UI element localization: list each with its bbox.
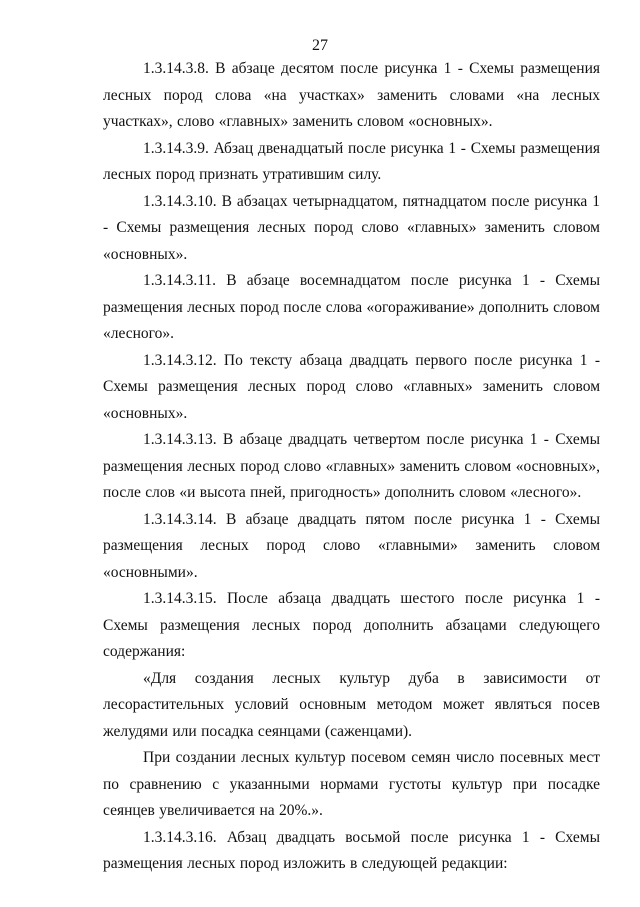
page-number: 27 xyxy=(312,37,328,54)
paragraph-1-3-14-3-9: 1.3.14.3.9. Абзац двенадцатый после рисунка 1 - Схемы размещения лесных пород признать утратившим силу. xyxy=(103,139,600,183)
paragraph-1-3-14-3-15: 1.3.14.3.15. После абзаца двадцать шестого после рисунка 1 - Схемы размещения лесных пород дополнить абзацами следующего содержания: xyxy=(103,590,600,660)
paragraph-1-3-14-3-16: 1.3.14.3.16. Абзац двадцать восьмой после рисунка 1 - Схемы размещения лесных пород изложить в следующей редакции: xyxy=(103,828,600,872)
paragraph-1-3-14-3-12: 1.3.14.3.12. По тексту абзаца двадцать первого после рисунка 1 - Схемы размещения лесных пород слово «главных» заменить словом «основных». xyxy=(103,351,600,422)
quoted-paragraph-sowing-density: При создании лесных культур посевом семян число посевных мест по сравнению с указанными нормами густоты культур при посадке сеянцев увеличивается на 20%.». xyxy=(103,749,600,819)
quoted-paragraph-oak-cultures: «Для создания лесных культур дуба в зависимости от лесорастительных условий основным методом может являться посев желудями или посадка сеянцами (саженцами). xyxy=(103,669,600,740)
document-body xyxy=(103,56,600,878)
paragraph-1-3-14-3-13: 1.3.14.3.13. В абзаце двадцать четвертом после рисунка 1 - Схемы размещения лесных пород слово «главных» заменить словом «основных», после слов «и высота пней, пригодность» дополнить словом «лесного». xyxy=(103,431,600,501)
paragraph-1-3-14-3-14: 1.3.14.3.14. В абзаце двадцать пятом после рисунка 1 - Схемы размещения лесных пород слово «главными» заменить словом «основными». xyxy=(103,510,600,581)
paragraph-1-3-14-3-8: 1.3.14.3.8. В абзаце десятом после рисунка 1 - Схемы размещения лесных пород слова «на участках» заменить словами «на лесных участках», слово «главных» заменить словом «основных». xyxy=(103,60,600,130)
paragraph-1-3-14-3-10: 1.3.14.3.10. В абзацах четырнадцатом, пятнадцатом после рисунка 1 - Схемы размещения лесных пород слово «главных» заменить словом «основных». xyxy=(103,192,600,263)
paragraph-1-3-14-3-11: 1.3.14.3.11. В абзаце восемнадцатом после рисунка 1 - Схемы размещения лесных пород после слова «огораживание» дополнить словом «лесного». xyxy=(103,272,600,342)
